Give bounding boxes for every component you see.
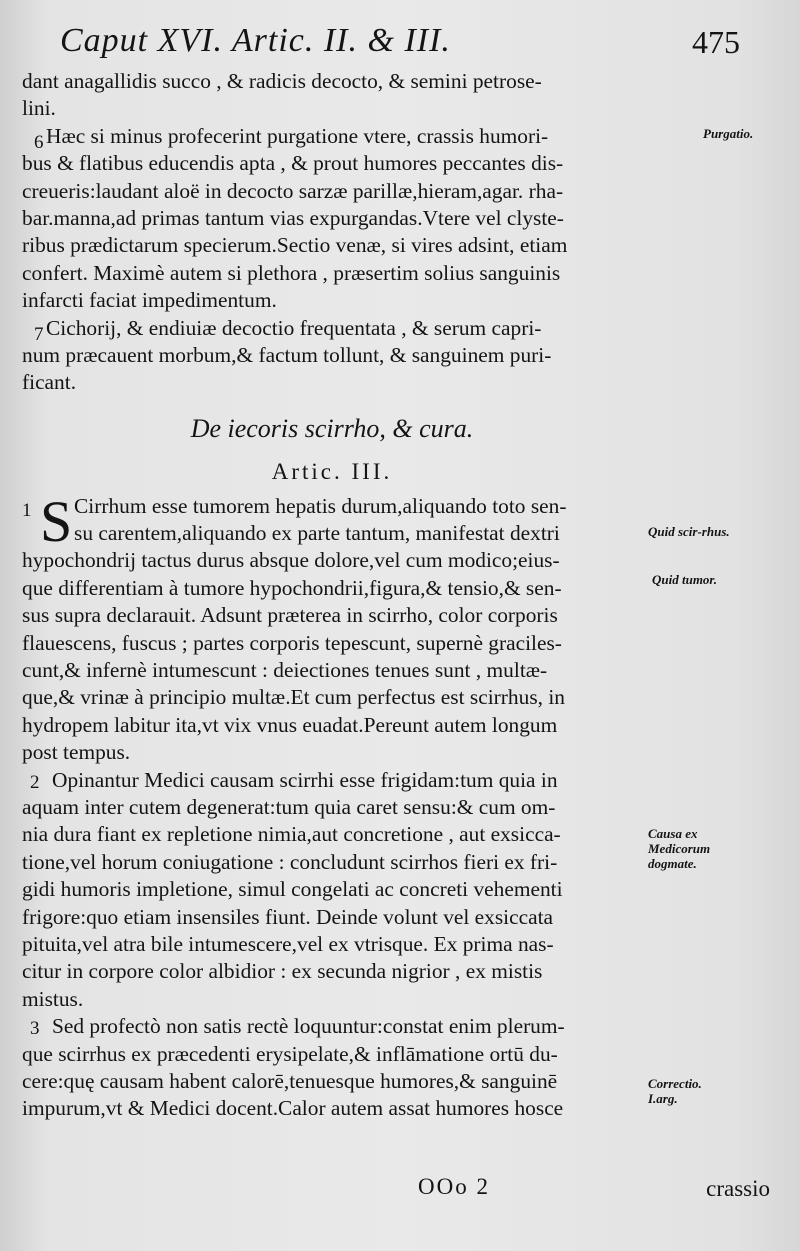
- text-line: su carentem,aliquando ex parte tantum, manifestat dextri: [74, 521, 560, 546]
- text-line: Opinantur Medici causam scirrhi esse frigidam:tum quia in: [52, 767, 558, 792]
- margin-note-purgatio: Purgatio.: [703, 126, 754, 141]
- main-text: [22, 68, 642, 1123]
- text-line: Sed profectò non satis rectè loquuntur:constat enim plerum-: [52, 1014, 565, 1039]
- paragraph-number: 6: [34, 131, 44, 153]
- article-heading: Artic. III.: [271, 458, 393, 484]
- text-line: sus supra declarauit. Adsunt præterea in scirrho, color corporis: [22, 603, 558, 628]
- text-line: bus & flatibus educendis apta , & prout humores peccantes dis-: [22, 151, 564, 176]
- text-line: bar.manna,ad primas tantum vias expurgandas.Vtere vel clyste-: [22, 205, 564, 230]
- paragraph-2: [22, 767, 642, 1014]
- page-number: 475: [692, 24, 740, 60]
- text-line: citur in corpore color albidior : ex secunda nigrior , ex mistis: [22, 959, 543, 984]
- paragraph-7: [22, 315, 642, 397]
- text-line: num præcauent morbum,& factum tollunt, & sanguinem puri-: [22, 342, 552, 367]
- running-title: Caput XVI. Artic. II. & III.: [60, 22, 451, 59]
- text-line: que differentiam à tumore hypochondrii,figura,& tensio,& sen-: [22, 575, 562, 600]
- text-line: confert. Maximè autem si plethora , præsertim solius sanguinis: [22, 260, 561, 285]
- margin-note-correctio: Correctio. I.arg.: [648, 1076, 702, 1106]
- paragraph-6: [22, 123, 642, 315]
- signature-mark: OOo 2: [418, 1174, 490, 1199]
- text-line: Hæc si minus profecerint purgatione vtere, crassis humori-: [46, 123, 549, 148]
- drop-cap: S: [40, 488, 73, 554]
- text-line: ficant.: [22, 370, 77, 395]
- text-line: dant anagallidis succo , & radicis decocto, & semini petrose-: [22, 69, 542, 93]
- text-line: lini.: [22, 96, 56, 121]
- text-line: ribus prædictarum specierum.Sectio venæ, si vires adsint, etiam: [22, 233, 568, 258]
- text-line: pituita,vel atra bile intumescere,vel ex vtrisque. Ex prima nas-: [22, 931, 554, 956]
- text-line: Cirrhum esse tumorem hepatis durum,aliquando toto sen-: [74, 493, 567, 518]
- paragraph-number: 3: [30, 1018, 40, 1040]
- margin-note-causa: Causa ex Medicorum dogmate.: [648, 826, 711, 871]
- running-header: [60, 22, 740, 70]
- text-line: frigore:quo etiam insensiles fiunt. Deinde volunt vel exsiccata: [22, 904, 554, 929]
- text-line: cere:quę causam habent calorē,tenuesque humores,& sanguinē: [22, 1068, 558, 1093]
- text-line: creueris:laudant aloë in decocto sarzæ parillæ,hieram,agar. rha-: [22, 178, 564, 203]
- paragraph-number: 2: [30, 771, 40, 793]
- text-line: gidi humoris impletione, simul congelati ac concreti vehementi: [22, 877, 563, 902]
- text-line: mistus.: [22, 986, 84, 1011]
- text-line: hypochondrij tactus durus absque dolore,vel cum modico;eius-: [22, 548, 560, 573]
- paragraph-number: 1: [22, 499, 32, 521]
- paragraph-3: [22, 1013, 642, 1123]
- text-line: Cichorij, & endiuiæ decoctio frequentata , & serum capri-: [46, 315, 542, 340]
- text-line: nia dura fiant ex repletione nimia,aut concretione , aut exsicca-: [22, 822, 561, 847]
- text-line: impurum,vt & Medici docent.Calor autem assat humores hosce: [22, 1096, 564, 1121]
- text-line: que,& vrinæ à principio multæ.Et cum perfectus est scirrhus, in: [22, 685, 565, 710]
- text-line: aquam inter cutem degenerat:tum quia caret sensu:& cum om-: [22, 794, 556, 819]
- text-line: flauescens, fuscus ; partes corporis tepescunt, supernè graciles-: [22, 630, 562, 655]
- text-line: hydropem labitur ita,vt vix vnus euadat.Pereunt autem longum: [22, 712, 558, 737]
- paragraph-number: 7: [34, 323, 44, 345]
- margin-note-quid-scirrhus: Quid scir-rhus.: [648, 524, 730, 539]
- text-line: post tempus.: [22, 740, 131, 765]
- margin-note-quid-tumor: Quid tumor.: [652, 572, 718, 587]
- text-line: cunt,& infernè intumescunt : deiectiones tenues sunt , multæ-: [22, 658, 548, 683]
- paragraph-1: [22, 488, 642, 767]
- text-line: tione,vel horum coniugatione : concludunt scirrhos fieri ex fri-: [22, 849, 558, 874]
- text-line: que scirrhus ex præcedenti erysipelate,& inflāmatione ortū du-: [22, 1041, 558, 1066]
- text-line: infarcti faciat impedimentum.: [22, 288, 277, 313]
- catchword: crassio: [706, 1176, 770, 1201]
- section-heading: De iecoris scirrho, & cura.: [190, 413, 474, 443]
